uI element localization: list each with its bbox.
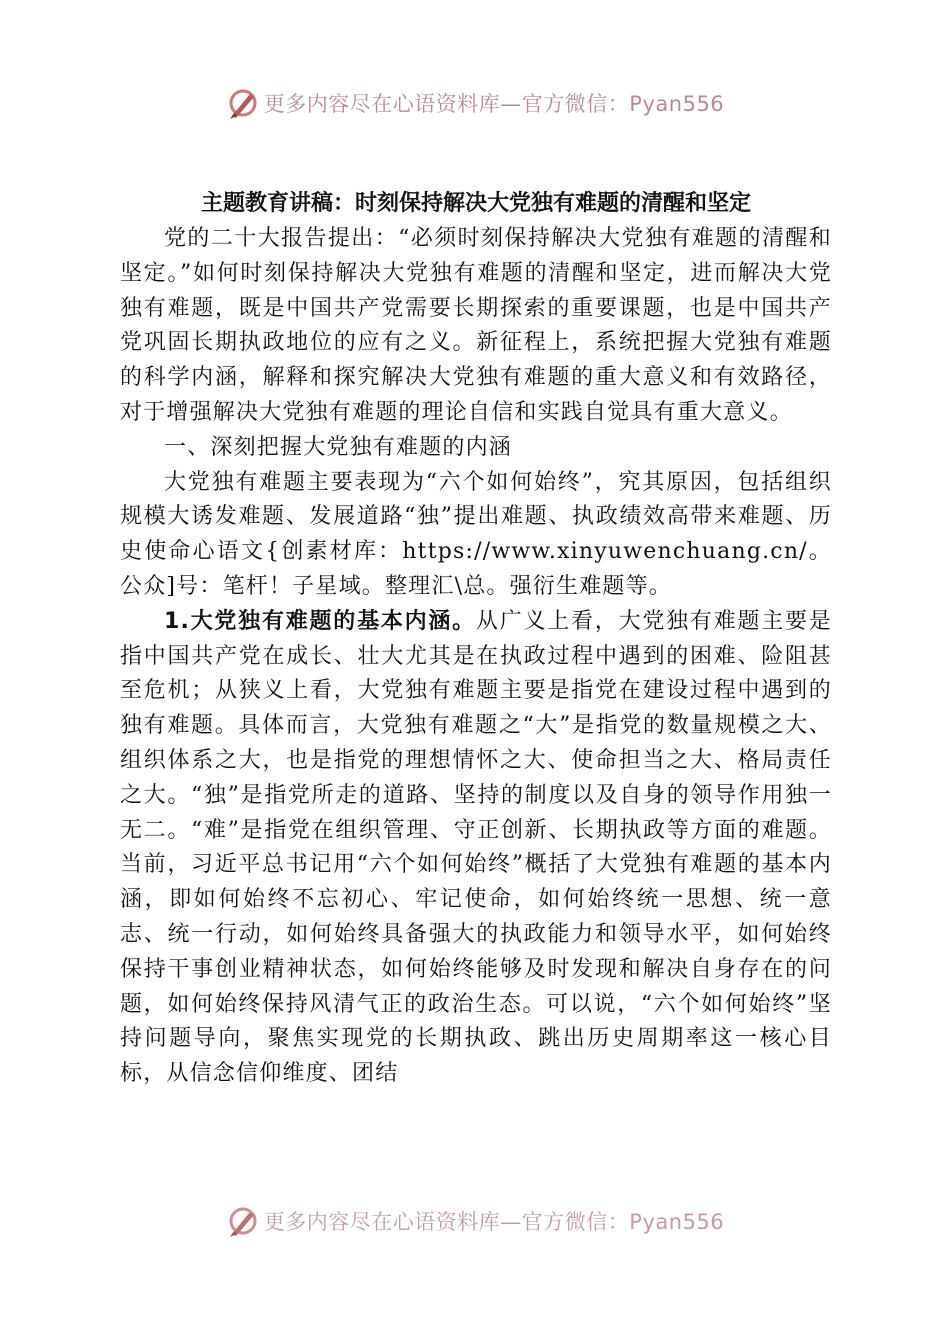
watermark-text: 更多内容尽在心语资料库—官方微信：Pyan556 (263, 92, 725, 116)
watermark-banner-bottom (0, 1204, 950, 1238)
intro-paragraph: 党的二十大报告提出：“必须时刻保持解决大党独有难题的清醒和坚定。”如何时刻保持解决大党独有难题的清醒和坚定，进而解决大党独有难题，既是中国共产党需要长期探索的重要课题，也是中国共产党巩固长期执政地位的应有之义。新征程上，系统把握大党独有难题的科学内涵，解释和探究解决大党独有难题的重大意义和有效路径，对于增强解决大党独有难题的理论自信和实践自觉具有重大意义。 (120, 226, 832, 425)
point-1-body: 从广义上看，大党独有难题主要是指中国共产党在成长、壮大尤其是在执政过程中遇到的困难、险阻甚至危机；从狭义上看，大党独有难题主要是指党在建设过程中遇到的独有难题。具体而言，大党独有难题之“大”是指党的数量规模之大、组织体系之大，也是指党的理想情怀之大、使命担当之大、格局责任之大。“独”是指党所走的道路、坚持的制度以及自身的领导作用独一无二。“难”是指党在组织管理、守正创新、长期执政等方面的难题。当前，习近平总书记用“六个如何始终”概括了大党独有难题的基本内涵，即如何始终不忘初心、牢记使命，如何始终统一思想、统一意志、统一行动，如何始终具备强大的执政能力和领导水平，如何始终保持干事创业精神状态，如何始终能够及时发现和解决自身存在的问题，如何始终保持风清气正的政治生态。可以说，“六个如何始终”坚持问题导向，聚焦实现党的长期执政、跳出历史周期率这一核心目标，从信念信仰维度、团结 (120, 608, 832, 1087)
point-1-paragraph (120, 605, 832, 1092)
point-1-lead: 1.大党独有难题的基本内涵。 (164, 608, 476, 634)
pen-logo-icon (226, 1204, 260, 1238)
watermark-text: 更多内容尽在心语资料库—官方微信：Pyan556 (263, 1210, 725, 1234)
document-body (120, 186, 832, 1092)
watermark-banner-top (0, 86, 950, 120)
section-1-heading: 一、深刻把握大党独有难题的内涵 (164, 434, 513, 460)
document-title: 主题教育讲稿：时刻保持解决大党独有难题的清醒和坚定 (200, 191, 751, 216)
section-1-paragraph: 大党独有难题主要表现为“六个如何始终”，究其原因，包括组织规模大诱发难题、发展道路“独”提出难题、执政绩效高带来难题、历史使命心语文{创素材库：https://www.xinyuwenchuang.cn/。公众]号：笔杆！子星域。整理汇\总。强衍生难题等。 (120, 469, 832, 599)
pen-logo-icon (226, 86, 260, 120)
